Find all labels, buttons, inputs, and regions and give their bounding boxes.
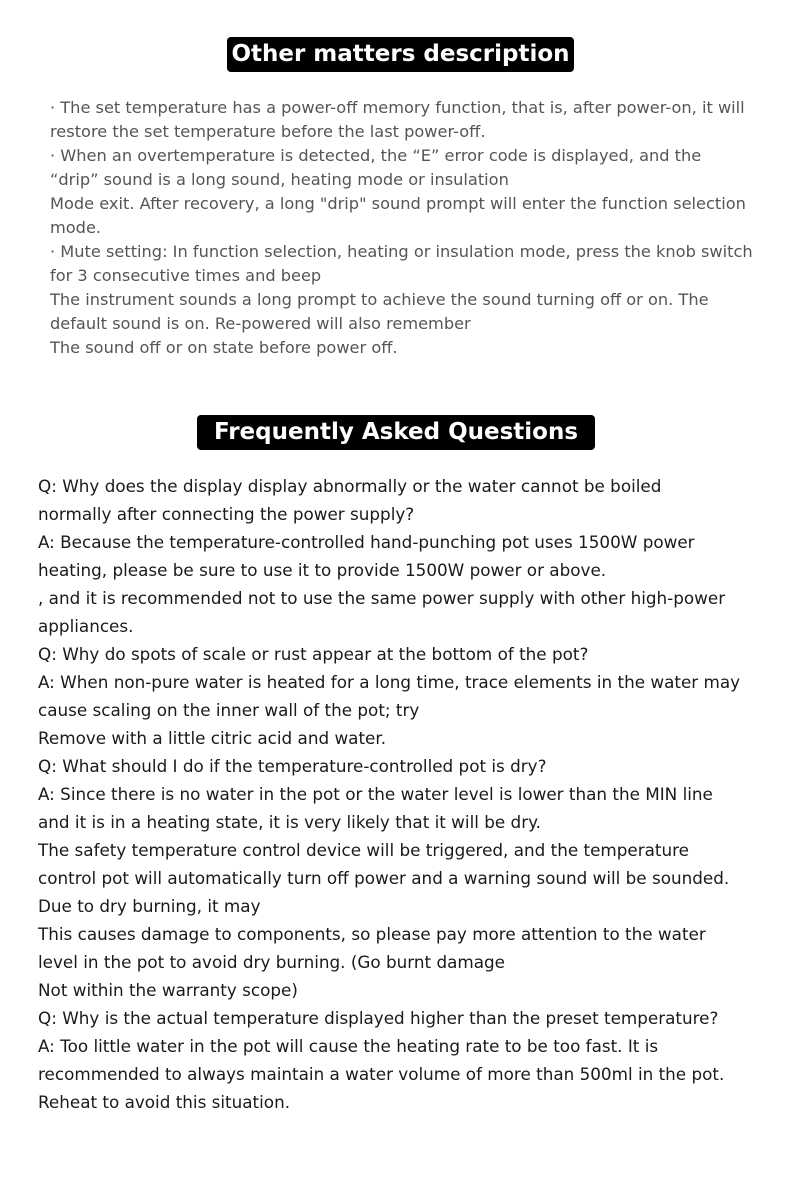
- other-matters-line: for 3 consecutive times and beep: [50, 266, 322, 285]
- other-matters-line: mode.: [50, 218, 102, 237]
- other-matters-line: The instrument sounds a long prompt to achieve the sound turning off or on. The: [50, 290, 709, 309]
- other-matters-line: The sound off or on state before power off.: [50, 338, 398, 357]
- other-matters-line: “drip” sound is a long sound, heating mode or insulation: [50, 170, 509, 189]
- faq-line: and it is in a heating state, it is very likely that it will be dry.: [38, 812, 541, 832]
- faq-line: level in the pot to avoid dry burning. (Go burnt damage: [38, 952, 505, 972]
- faq-line: This causes damage to components, so please pay more attention to the water: [38, 924, 706, 944]
- other-matters-line: default sound is on. Re-powered will also remember: [50, 314, 471, 333]
- other-matters-body: [50, 96, 770, 360]
- faq-line: A: When non-pure water is heated for a long time, trace elements in the water may: [38, 672, 741, 692]
- faq-line: A: Because the temperature-controlled hand-punching pot uses 1500W power: [38, 532, 695, 552]
- faq-line: Remove with a little citric acid and water.: [38, 728, 387, 748]
- faq-line: Q: Why does the display display abnormally or the water cannot be boiled: [38, 476, 662, 496]
- faq-line: cause scaling on the inner wall of the pot; try: [38, 700, 420, 720]
- faq-line: Q: Why is the actual temperature displayed higher than the preset temperature?: [38, 1008, 719, 1028]
- faq-line: A: Too little water in the pot will cause the heating rate to be too fast. It is: [38, 1036, 659, 1056]
- faq-line: appliances.: [38, 616, 134, 636]
- faq-line: Not within the warranty scope): [38, 980, 298, 1000]
- other-matters-line: restore the set temperature before the last power-off.: [50, 122, 486, 141]
- faq-line: , and it is recommended not to use the same power supply with other high-power: [38, 588, 726, 608]
- faq-line: recommended to always maintain a water volume of more than 500ml in the pot.: [38, 1064, 725, 1084]
- faq-line: normally after connecting the power supply?: [38, 504, 415, 524]
- other-matters-line: Mode exit. After recovery, a long "drip" sound prompt will enter the function selection: [50, 194, 746, 213]
- other-matters-line: · When an overtemperature is detected, the “E” error code is displayed, and the: [50, 146, 702, 165]
- faq-line: Due to dry burning, it may: [38, 896, 261, 916]
- faq-line: Q: What should I do if the temperature-controlled pot is dry?: [38, 756, 547, 776]
- faq-line: Reheat to avoid this situation.: [38, 1092, 291, 1112]
- other-matters-title: Other matters description: [227, 37, 574, 72]
- other-matters-line: · Mute setting: In function selection, heating or insulation mode, press the knob switch: [50, 242, 753, 261]
- faq-line: Q: Why do spots of scale or rust appear at the bottom of the pot?: [38, 644, 589, 664]
- faq-line: heating, please be sure to use it to provide 1500W power or above.: [38, 560, 607, 580]
- faq-body: [38, 472, 773, 1116]
- faq-line: The safety temperature control device will be triggered, and the temperature: [38, 840, 689, 860]
- other-matters-line: · The set temperature has a power-off memory function, that is, after power-on, it will: [50, 98, 745, 117]
- faq-line: control pot will automatically turn off power and a warning sound will be sounded.: [38, 868, 730, 888]
- faq-title: Frequently Asked Questions: [197, 415, 595, 450]
- faq-line: A: Since there is no water in the pot or the water level is lower than the MIN line: [38, 784, 713, 804]
